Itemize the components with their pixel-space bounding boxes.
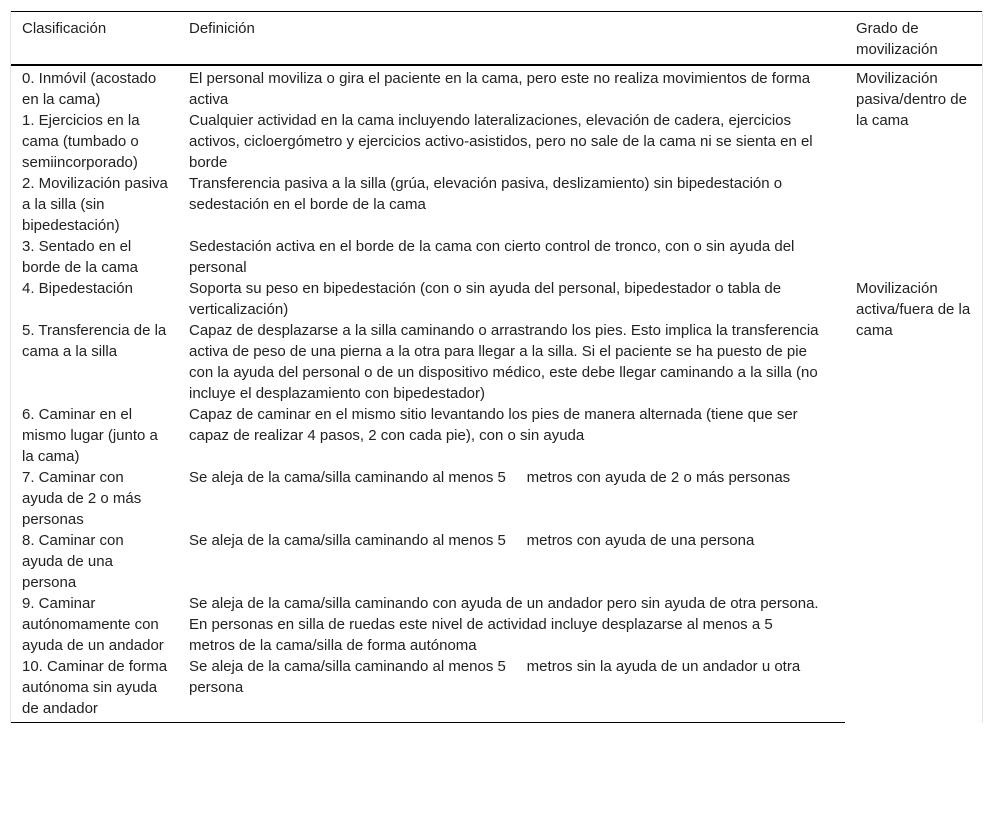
- table-row: [11, 236, 982, 278]
- cell-definicion: Sedestación activa en el borde de la cama con cierto control de tronco, con o sin ayuda del personal: [189, 238, 795, 276]
- mobility-scale-table: [11, 11, 982, 723]
- cell-clasificacion: 0. Inmóvil (acostado en la cama): [22, 70, 157, 108]
- cell-definicion: Cualquier actividad en la cama incluyendo lateralizaciones, elevación de cadera, ejercicios activos, cicloergómetro y ejercicios activo-asistidos, pero no sale de la cama ni se sienta en el borde: [189, 112, 813, 171]
- table-row: [11, 173, 982, 236]
- table-row: [11, 320, 982, 404]
- cell-definicion: Se aleja de la cama/silla caminando al menos 5 metros con ayuda de una persona: [189, 532, 755, 549]
- table-row: [11, 404, 982, 467]
- cell-definicion: Se aleja de la cama/silla caminando al menos 5 metros sin la ayuda de un andador u otra persona: [178, 656, 845, 723]
- cell-grado: Movilización activa/fuera de la cama: [856, 280, 971, 339]
- cell-definicion: Capaz de desplazarse a la silla caminando o arrastrando los pies. Esto implica la transferencia activa de peso de una pierna a la otra para llegar a la silla. Si el paciente se ha puesto de pie con la ayuda del personal o de un dispositivo médico, este debe llegar caminando a la silla (no incluye el desplazamiento con bipedestador): [189, 322, 819, 402]
- cell-clasificacion: 10. Caminar de forma autónoma sin ayuda de andador: [11, 656, 178, 723]
- table-header: [11, 12, 982, 66]
- header-grado: Grado de movilización: [845, 12, 982, 66]
- cell-clasificacion: 6. Caminar en el mismo lugar (junto a la cama): [22, 406, 158, 465]
- table-body: [11, 65, 982, 723]
- table-row: [11, 467, 982, 530]
- table-row: [11, 278, 982, 320]
- cell-grado: Movilización pasiva/dentro de la cama: [856, 70, 967, 129]
- cell-definicion: Se aleja de la cama/silla caminando con ayuda de un andador pero sin ayuda de otra persona. En personas en silla de ruedas este nivel de actividad incluye desplazarse al menos a 5 metros de la cama/silla de forma autónoma: [189, 595, 823, 654]
- cell-clasificacion: 7. Caminar con ayuda de 2 o más personas: [22, 469, 142, 528]
- cell-definicion: Capaz de caminar en el mismo sitio levantando los pies de manera alternada (tiene que ser capaz de realizar 4 pasos, 2 con cada pie), con o sin ayuda: [189, 406, 798, 444]
- cell-clasificacion: 1. Ejercicios en la cama (tumbado o semiincorporado): [22, 112, 140, 171]
- cell-clasificacion: 8. Caminar con ayuda de una persona: [22, 532, 124, 591]
- header-definicion: Definición: [178, 12, 845, 66]
- table-row: [11, 593, 982, 656]
- cell-clasificacion: 2. Movilización pasiva a la silla (sin bipedestación): [22, 175, 168, 234]
- header-clasificacion: Clasificación: [11, 12, 178, 66]
- mobility-scale-table-container: [10, 11, 983, 723]
- cell-clasificacion: 5. Transferencia de la cama a la silla: [22, 322, 167, 360]
- cell-clasificacion: 9. Caminar autónomamente con ayuda de un andador: [22, 595, 164, 654]
- cell-definicion: El personal moviliza o gira el paciente en la cama, pero este no realiza movimientos de forma activa: [189, 70, 811, 108]
- table-row: [11, 65, 982, 110]
- cell-definicion: Soporta su peso en bipedestación (con o sin ayuda del personal, bipedestador o tabla de verticalización): [189, 280, 782, 318]
- cell-definicion: Se aleja de la cama/silla caminando al menos 5 metros con ayuda de 2 o más personas: [189, 469, 791, 486]
- cell-clasificacion: 3. Sentado en el borde de la cama: [22, 238, 138, 276]
- table-row: [11, 530, 982, 593]
- table-row: [11, 656, 982, 723]
- cell-definicion: Transferencia pasiva a la silla (grúa, elevación pasiva, deslizamiento) sin bipedestación o sedestación en el borde de la cama: [189, 175, 783, 213]
- cell-clasificacion: 4. Bipedestación: [22, 280, 133, 297]
- header-row: [11, 12, 982, 66]
- table-row: [11, 110, 982, 173]
